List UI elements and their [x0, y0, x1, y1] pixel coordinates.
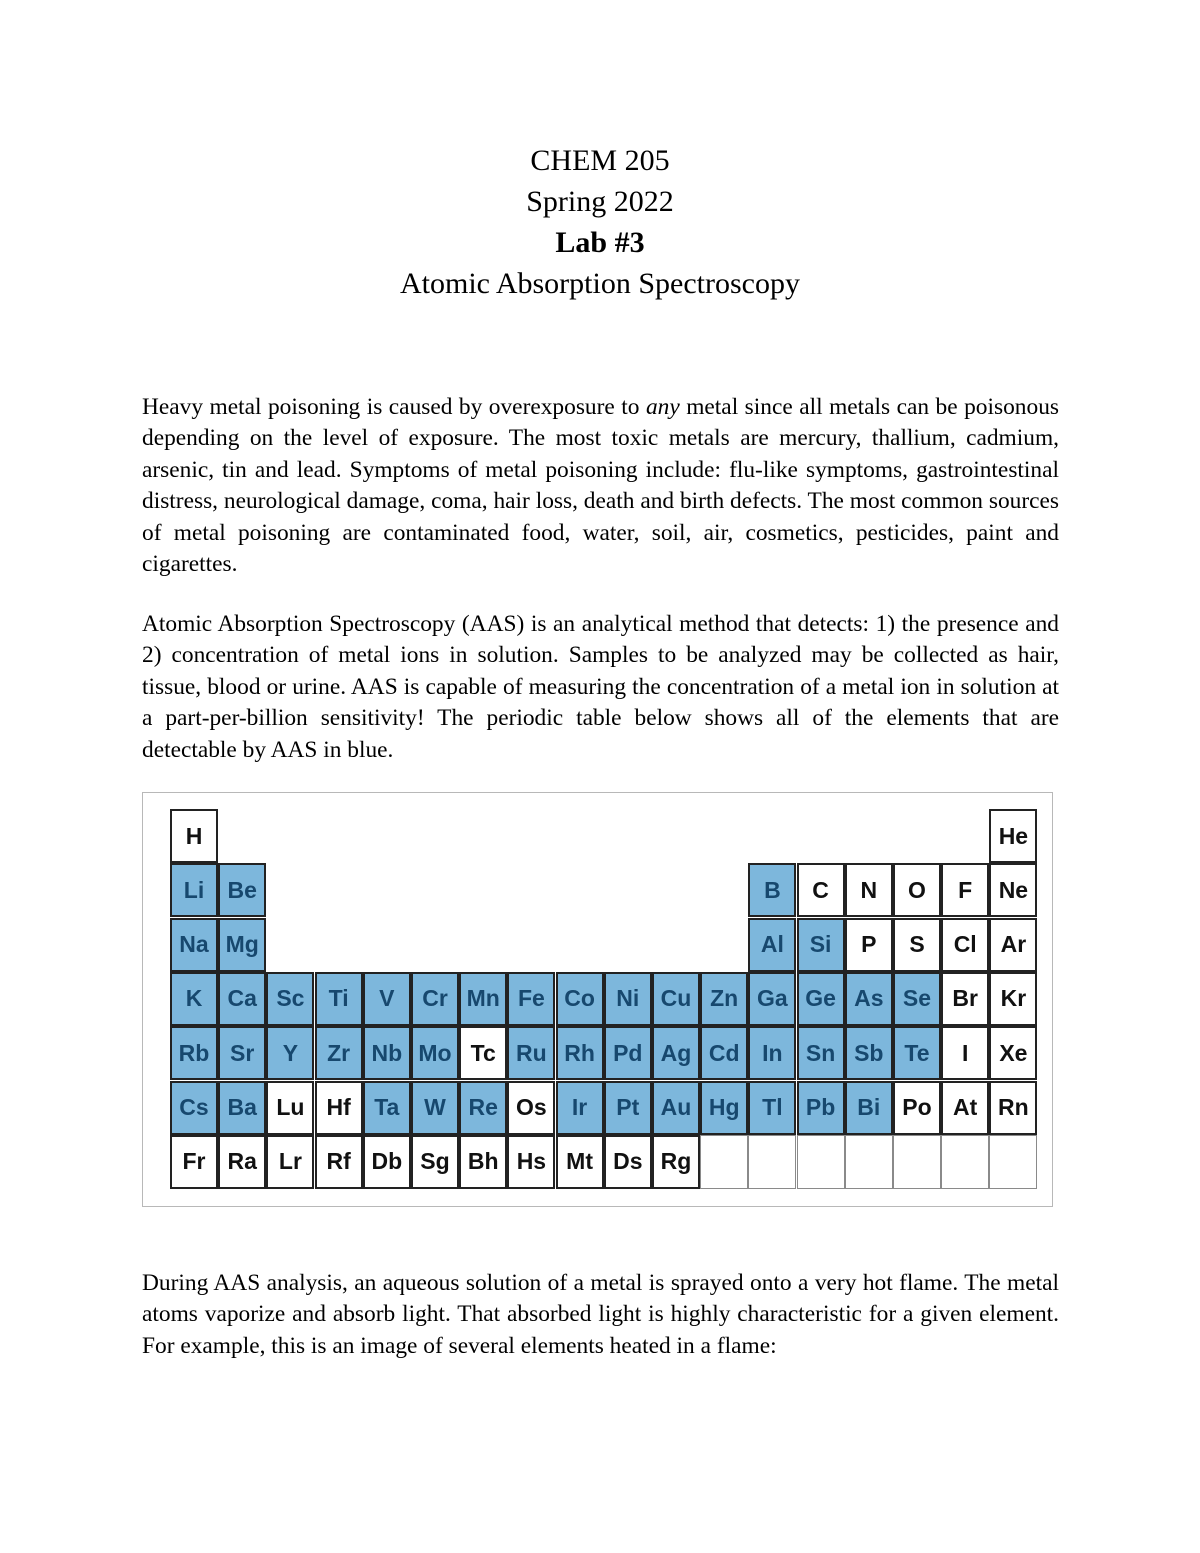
element-bi: Bi — [845, 1081, 893, 1135]
element-sr: Sr — [218, 1026, 266, 1080]
element-n: N — [845, 863, 893, 917]
element-ba: Ba — [218, 1081, 266, 1135]
intro-emphasis: any — [645, 394, 680, 420]
element-pb: Pb — [797, 1081, 845, 1135]
periodic-table-figure — [142, 792, 1053, 1207]
element-ag: Ag — [652, 1026, 700, 1080]
element-cd: Cd — [700, 1026, 748, 1080]
element-v: V — [363, 972, 411, 1026]
element-si: Si — [797, 918, 845, 972]
element-pd: Pd — [604, 1026, 652, 1080]
element-ir: Ir — [556, 1081, 604, 1135]
element-h: H — [170, 809, 218, 863]
element-p: P — [845, 918, 893, 972]
element-rn: Rn — [989, 1081, 1037, 1135]
element-ni: Ni — [604, 972, 652, 1026]
element-s: S — [893, 918, 941, 972]
element-hf: Hf — [315, 1081, 363, 1135]
element-hg: Hg — [700, 1081, 748, 1135]
element-rh: Rh — [556, 1026, 604, 1080]
course-code: CHEM 205 — [530, 144, 670, 177]
element-cs: Cs — [170, 1081, 218, 1135]
element-cu: Cu — [652, 972, 700, 1026]
element-bh: Bh — [459, 1135, 507, 1189]
element-al: Al — [748, 918, 796, 972]
element-ga: Ga — [748, 972, 796, 1026]
element-rg: Rg — [652, 1135, 700, 1189]
element-mg: Mg — [218, 918, 266, 972]
element-c: C — [797, 863, 845, 917]
element-zn: Zn — [700, 972, 748, 1026]
element-nb: Nb — [363, 1026, 411, 1080]
lab-title: Atomic Absorption Spectroscopy — [400, 267, 800, 300]
element-he: He — [989, 809, 1037, 863]
element-w: W — [411, 1081, 459, 1135]
element-ds: Ds — [604, 1135, 652, 1189]
element-te: Te — [893, 1026, 941, 1080]
empty-cell — [700, 1135, 748, 1189]
element-ru: Ru — [507, 1026, 555, 1080]
element-po: Po — [893, 1081, 941, 1135]
empty-cell — [989, 1135, 1037, 1189]
intro-paragraph — [142, 392, 1059, 580]
element-sc: Sc — [266, 972, 314, 1026]
aas-description-paragraph: Atomic Absorption Spectroscopy (AAS) is an analytical method that detects: 1) the presence and 2) concentration of metal ions in solution. Samples to be analyzed may be collected as hair, tissue, blood or urine. AAS is capable of measuring the concentration of a metal ion in solution at a part-per-billion sensitivity! The periodic table below shows all of the elements that are detectable by AAS in blue. — [142, 611, 1059, 763]
element-cl: Cl — [941, 918, 989, 972]
element-na: Na — [170, 918, 218, 972]
element-ge: Ge — [797, 972, 845, 1026]
element-ca: Ca — [218, 972, 266, 1026]
element-hs: Hs — [507, 1135, 555, 1189]
term: Spring 2022 — [526, 185, 674, 218]
element-rb: Rb — [170, 1026, 218, 1080]
element-ti: Ti — [315, 972, 363, 1026]
element-au: Au — [652, 1081, 700, 1135]
element-cr: Cr — [411, 972, 459, 1026]
element-lu: Lu — [266, 1081, 314, 1135]
element-os: Os — [507, 1081, 555, 1135]
element-se: Se — [893, 972, 941, 1026]
element-mn: Mn — [459, 972, 507, 1026]
element-mt: Mt — [556, 1135, 604, 1189]
intro-text-end: metal since all metals can be poisonous depending on the level of exposure. The most toxic metals are mercury, thallium, cadmium, arsenic, tin and lead. Symptoms of metal poisoning include: flu-like symptoms, gastrointestinal distress, neurological damage, coma, hair loss, death and birth defects. The most common sources of metal poisoning are contaminated food, water, soil, air, cosmetics, pesticides, paint and cigarettes. — [142, 394, 1059, 578]
element-rf: Rf — [315, 1135, 363, 1189]
element-lr: Lr — [266, 1135, 314, 1189]
element-y: Y — [266, 1026, 314, 1080]
empty-cell — [797, 1135, 845, 1189]
element-ar: Ar — [989, 918, 1037, 972]
element-be: Be — [218, 863, 266, 917]
element-li: Li — [170, 863, 218, 917]
element-xe: Xe — [989, 1026, 1037, 1080]
element-fr: Fr — [170, 1135, 218, 1189]
empty-cell — [941, 1135, 989, 1189]
element-f: F — [941, 863, 989, 917]
empty-cell — [748, 1135, 796, 1189]
element-k: K — [170, 972, 218, 1026]
element-db: Db — [363, 1135, 411, 1189]
element-fe: Fe — [507, 972, 555, 1026]
element-o: O — [893, 863, 941, 917]
element-sn: Sn — [797, 1026, 845, 1080]
element-ta: Ta — [363, 1081, 411, 1135]
element-br: Br — [941, 972, 989, 1026]
element-ra: Ra — [218, 1135, 266, 1189]
element-pt: Pt — [604, 1081, 652, 1135]
element-tc: Tc — [459, 1026, 507, 1080]
element-ne: Ne — [989, 863, 1037, 917]
element-zr: Zr — [315, 1026, 363, 1080]
element-sb: Sb — [845, 1026, 893, 1080]
element-kr: Kr — [989, 972, 1037, 1026]
element-sg: Sg — [411, 1135, 459, 1189]
element-mo: Mo — [411, 1026, 459, 1080]
lab-number: Lab #3 — [555, 226, 645, 259]
element-i: I — [941, 1026, 989, 1080]
element-re: Re — [459, 1081, 507, 1135]
element-tl: Tl — [748, 1081, 796, 1135]
element-b: B — [748, 863, 796, 917]
intro-text-start: Heavy metal poisoning is caused by overexposure to — [142, 394, 646, 420]
element-co: Co — [556, 972, 604, 1026]
document-header — [0, 140, 1200, 304]
aas-analysis-paragraph: During AAS analysis, an aqueous solution of a metal is sprayed onto a very hot flame. The metal atoms vaporize and absorb light. That absorbed light is highly characteristic for a given element. For example, this is an image of several elements heated in a flame: — [142, 1270, 1059, 1359]
empty-cell — [845, 1135, 893, 1189]
element-at: At — [941, 1081, 989, 1135]
element-as: As — [845, 972, 893, 1026]
element-in: In — [748, 1026, 796, 1080]
empty-cell — [893, 1135, 941, 1189]
